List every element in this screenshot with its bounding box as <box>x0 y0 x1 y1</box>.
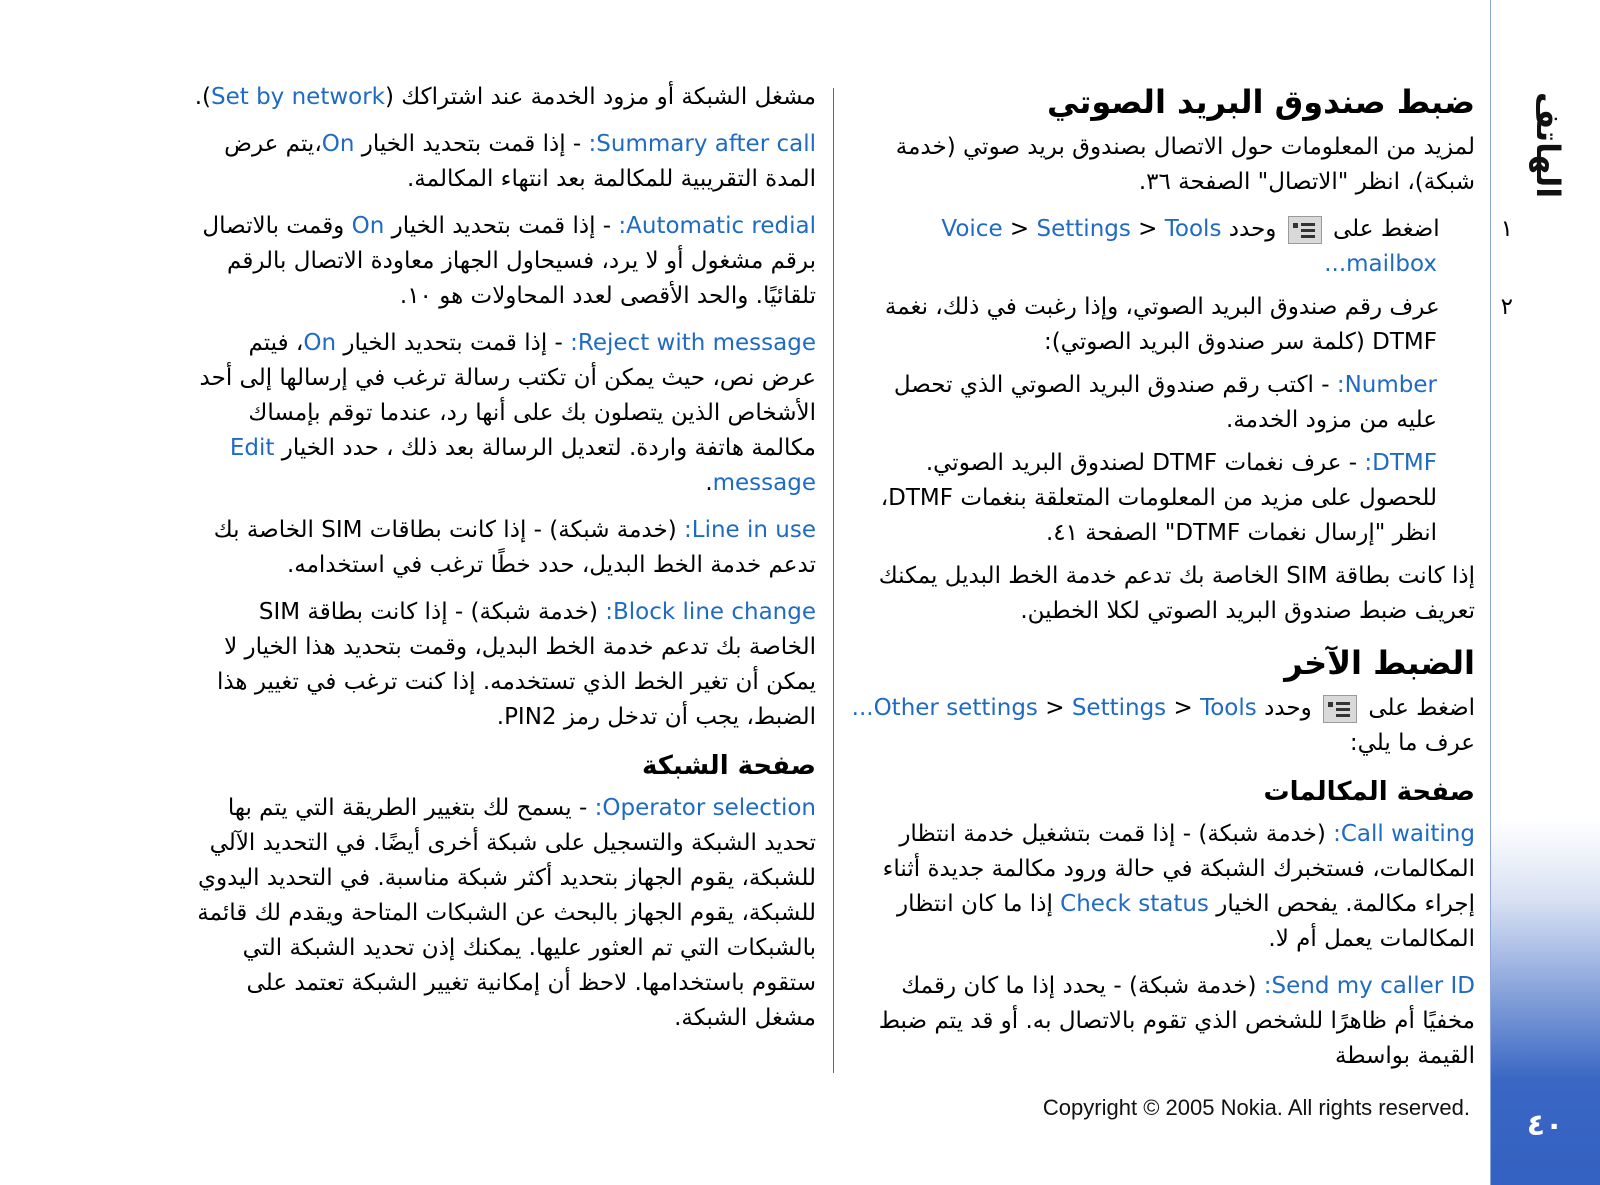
line-in-use-label: Line in use: <box>684 517 816 543</box>
operator-selection-option: Operator selection: - يسمح لك بتغيير الطريقة التي يتم بها تحديد الشبكة والتسجيل على شبكة أخرى أيضًا. في التحديد الآلي للشبكة، يقوم الجهاز بتحديد أكثر شبكة مناسبة. في التحديد اليدوي للشبكة، يقوم الجهاز بالبحث عن الشبكات المتاحة ويقدم لك قائمة بالشبكات التي تم العثور عليها. يمكنك إذن تحديد الشبكة التي ستقوم باستخدامها. لاحظ أن إمكانية تغيير الشبكة تعتمد على مشغل الشبكة. <box>197 795 816 1031</box>
dtmf-label: DTMF: <box>1364 450 1437 476</box>
on-label: On <box>321 131 355 157</box>
caller-id-label: Send my caller ID: <box>1263 973 1475 999</box>
menu-path-settings: Settings <box>1071 695 1167 721</box>
on-label: On <box>303 330 337 356</box>
automatic-redial-option: Automatic redial: - إذا قمت بتحديد الخيار On وقمت بالاتصال برقم مشغول أو لا يرد، فسيحاول الجهاز معاودة الاتصال بالرقم تلقائيًا. والحد الأقصى لعدد المحاولات هو ١٠. <box>202 213 816 309</box>
summary-after-call-option: Summary after call: - إذا قمت بتحديد الخيار On،يتم عرض المدة التقريبية للمكالمة بعد انتهاء المكالمة. <box>224 131 816 192</box>
call-waiting-option <box>850 817 1475 957</box>
call-waiting-description: (خدمة شبكة) - إذا قمت بتشغيل خدمة انتظار المكالمات، فستخبرك الشبكة في حالة ورود مكالمة جديدة أثناء إجراء مكالمة. يفحص الخيار <box>882 821 1475 917</box>
menu-path-voice-mailbox: Voice mailbox... <box>941 216 1437 277</box>
network-continuation: مشغل الشبكة أو مزود الخدمة عند اشتراكك (Set by network). <box>194 84 816 110</box>
caller-id-description: (خدمة شبكة) - يحدد إذا ما كان رقمك مخفيًا أم ظاهرًا للشخص الذي تقوم بالاتصال به. أو قد يتم ضبط القيمة بواسطة <box>878 973 1475 1069</box>
calls-page-heading: صفحة المكالمات <box>1263 777 1475 807</box>
line-in-use-option: Line in use: (خدمة شبكة) - إذا كانت بطاقات SIM الخاصة بك تدعم خدمة الخط البديل، حدد خطًا ترغب في استخدامه. <box>213 517 816 578</box>
menu-key-icon <box>1323 695 1357 723</box>
number-description: - اكتب رقم صندوق البريد الصوتي الذي تحصل عليه من مزود الخدمة. <box>893 372 1437 433</box>
right-column <box>850 80 1513 1086</box>
menu-path-separator: < <box>1173 695 1193 721</box>
step-text: وحدد <box>1228 216 1277 242</box>
number-label: Number: <box>1336 372 1437 398</box>
set-by-network-label: Set by network <box>211 84 386 110</box>
step-number: ٢ <box>1500 294 1513 320</box>
section-title-vertical: الهاتف <box>1529 91 1567 199</box>
other-settings-heading: الضبط الآخر <box>1284 644 1475 682</box>
edit-message-label: Edit message <box>229 435 816 496</box>
menu-path-settings: Settings <box>1036 216 1131 242</box>
left-column <box>188 80 816 1048</box>
step-2 <box>850 290 1513 360</box>
dtmf-description: - عرف نغمات DTMF لصندوق البريد الصوتي. للحصول على مزيد من المعلومات المتعلقة بنغمات DTMF، انظر "إرسال نغمات DTMF" الصفحة ٤١. <box>880 450 1437 546</box>
menu-path-separator: < <box>1009 216 1030 242</box>
menu-path-separator: < <box>1045 695 1065 721</box>
call-waiting-label: Call waiting: <box>1333 821 1475 847</box>
column-divider <box>833 88 834 1073</box>
on-label: On <box>351 213 385 239</box>
network-page-heading: صفحة الشبكة <box>641 751 816 781</box>
menu-path-tools: Tools <box>1164 216 1222 242</box>
summary-after-call-label: Summary after call: <box>588 131 816 157</box>
sim-note: إذا كانت بطاقة SIM الخاصة بك تدعم خدمة الخط البديل يمكنك تعريف ضبط صندوق البريد الصوتي لكلا الخطين. <box>878 563 1475 624</box>
step-text: اضغط على <box>1333 216 1440 242</box>
dtmf-option <box>850 446 1475 551</box>
block-line-change-option: Block line change: (خدمة شبكة) - إذا كانت بطاقة SIM الخاصة بك تدعم خدمة الخط البديل، وقمت بتحديد هذا الخيار لا يمكن أن تغير الخط الذي تستخدمه. إذا كنت ترغب في تغيير هذا الضبط، يجب أن تدخل رمز PIN2. <box>216 599 816 730</box>
check-status-label: Check status <box>1060 891 1209 917</box>
page-number: ٤٠ <box>1526 1108 1564 1143</box>
other-settings-path <box>850 691 1475 761</box>
step-1 <box>850 212 1513 282</box>
step-text: عرف رقم صندوق البريد الصوتي، وإذا رغبت في ذلك، نغمة DTMF (كلمة سر صندوق البريد الصوتي): <box>884 294 1440 355</box>
operator-selection-label: Operator selection: <box>594 795 816 821</box>
menu-path-separator: < <box>1138 216 1158 242</box>
number-option <box>850 368 1475 438</box>
menu-path-tools: Tools <box>1200 695 1257 721</box>
instruction-text: اضغط على <box>1368 695 1475 721</box>
automatic-redial-label: Automatic redial: <box>618 213 816 239</box>
reject-with-message-option: Reject with message: - إذا قمت بتحديد الخيار On، فيتم عرض نص، حيث يمكن أن تكتب رسالة ترغب في إرسالها إلى أحد الأشخاص الذين يتصلون بك على أنها رد، عندما توقم بإمساك مكالمة هاتفة واردة. لتعديل الرسالة بعد ذلك ، حدد الخيار Edit message. <box>199 330 816 496</box>
call-waiting-description-end: إذا ما كان انتظار المكالمات يعمل أم لا. <box>896 891 1475 952</box>
block-line-change-label: Block line change: <box>605 599 816 625</box>
copyright-footer: Copyright © 2005 Nokia. All rights reserved. <box>1042 1095 1470 1120</box>
instruction-text: عرف ما يلي: <box>1349 730 1475 756</box>
instruction-text: وحدد <box>1264 695 1312 721</box>
menu-key-icon <box>1288 216 1322 244</box>
caller-id-option <box>850 969 1475 1074</box>
voice-mailbox-heading: ضبط صندوق البريد الصوتي <box>1046 83 1475 121</box>
step-number: ١ <box>1500 216 1513 242</box>
reject-with-message-label: Reject with message: <box>570 330 816 356</box>
voice-mailbox-intro: لمزيد من المعلومات حول الاتصال بصندوق بريد صوتي (خدمة شبكة)، انظر "الاتصال" الصفحة ٣٦. <box>895 134 1475 195</box>
menu-path-other-settings: Other settings... <box>851 695 1038 721</box>
